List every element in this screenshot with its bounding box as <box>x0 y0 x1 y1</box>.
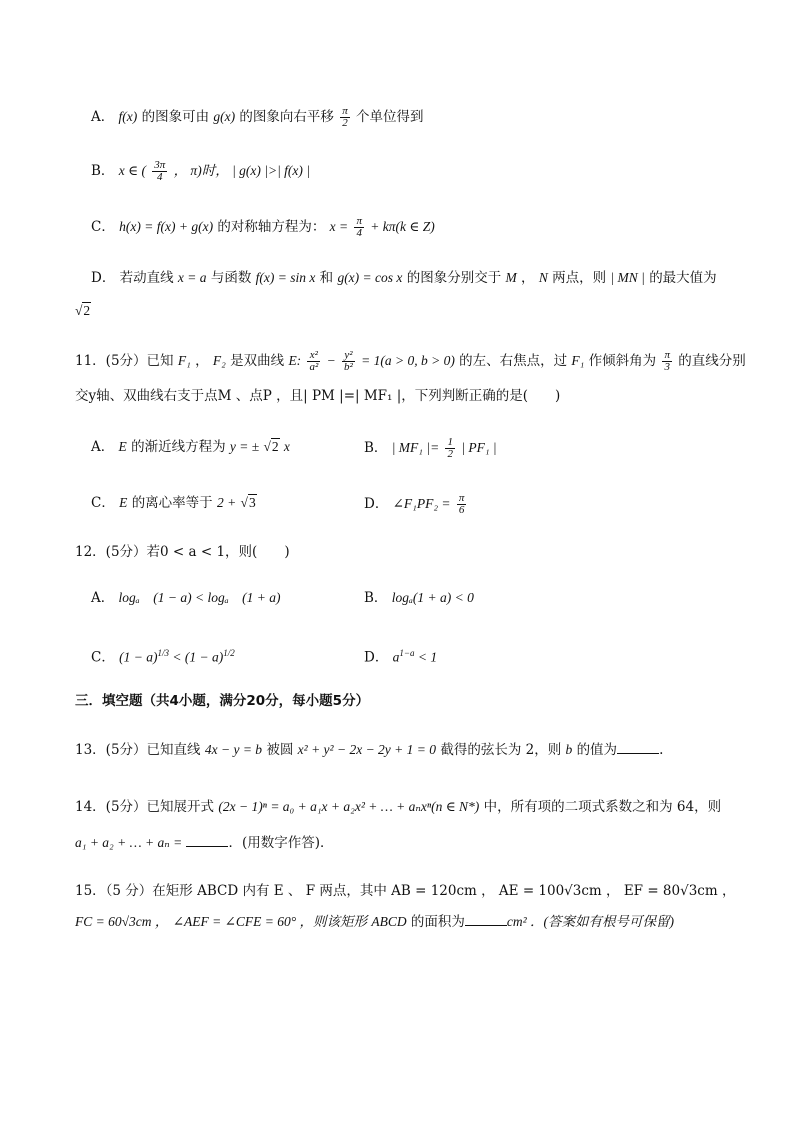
math-expr: | MF₁ |= <box>391 440 440 455</box>
q11-option-b <box>364 437 497 460</box>
math-expr: F₂ <box>212 353 226 368</box>
math-expr: x ∈ ( <box>118 163 146 178</box>
math-expr: b <box>565 742 573 757</box>
fraction <box>354 216 364 239</box>
math-expr: F₁ <box>571 353 585 368</box>
q11-option-a <box>91 437 290 457</box>
math-expr: < 1 <box>414 649 438 665</box>
text: 与函数 <box>210 270 252 286</box>
q12-option-d <box>364 643 437 668</box>
q12-option-a <box>91 588 281 608</box>
text: 的对称轴方程为： <box>217 219 326 235</box>
text: 两点，则 <box>552 270 607 286</box>
option-label: B． <box>364 590 388 606</box>
math-expr: cm² ．(答案如有根号可保留) <box>506 914 675 929</box>
heading-text: 三．填空题（共4小题，满分20分，每小题5分） <box>75 693 370 709</box>
math-expr: x = <box>329 219 349 234</box>
fraction-numerator: π <box>356 215 362 227</box>
math-expr: y = ± <box>229 439 260 454</box>
fraction-numerator: 3π <box>154 159 166 171</box>
fraction-numerator: π <box>664 349 670 361</box>
answer-blank[interactable] <box>186 834 228 847</box>
q11-option-c <box>91 493 257 513</box>
text: 的最大值为 <box>649 270 717 286</box>
text: 的离心率等于 <box>131 495 213 511</box>
option-label: A． <box>91 109 115 125</box>
math-expr: E <box>118 439 127 454</box>
q10-option-d <box>91 268 717 288</box>
math-expr: g(x) = cos x <box>337 270 403 285</box>
q10-option-c <box>91 216 435 239</box>
fraction <box>662 350 672 373</box>
option-label: C． <box>91 219 115 235</box>
math-expr: − <box>326 353 336 368</box>
option-label: C． <box>91 495 115 511</box>
text: 的面积为 <box>410 914 465 930</box>
fraction <box>342 350 355 373</box>
option-label: A． <box>91 590 115 606</box>
answer-blank[interactable] <box>617 741 659 754</box>
math-expr: 4x − y = b <box>204 742 263 757</box>
exponent: 1/3 <box>157 648 170 658</box>
sqrt-expr: √3 <box>240 495 256 510</box>
fraction-denominator: 6 <box>458 504 465 516</box>
text: 被圆 <box>266 742 294 758</box>
text: 交y轴、双曲线右支于点M 、点P ，且| PM |=| MF₁ |，下列判断正确的是( ) <box>75 388 561 404</box>
q11-option-d <box>364 493 468 516</box>
fraction-denominator: 2 <box>447 448 453 460</box>
fraction-numerator: x² <box>307 350 320 362</box>
q10-option-b <box>91 160 310 183</box>
text: 的图象向右平移 <box>239 109 334 125</box>
math-expr: FC = 60√3cm ， <box>75 914 169 929</box>
math-expr: ∠F₁PF₂ = <box>392 496 451 511</box>
text: 是双曲线 <box>230 353 285 369</box>
sqrt-expr: √2 <box>263 439 279 454</box>
text: 的值为 <box>576 742 618 758</box>
question-number: 11．(5分）已知 <box>75 353 174 369</box>
option-label: D． <box>364 649 389 666</box>
text: 的直线分别 <box>678 353 746 369</box>
q14-line2 <box>75 833 334 853</box>
math-expr: x² + y² − 2x − 2y + 1 = 0 <box>297 742 437 757</box>
math-expr: E: <box>288 353 302 368</box>
option-label: B． <box>364 440 388 456</box>
text: 若动直线 <box>119 270 174 286</box>
fraction <box>340 106 350 129</box>
radicand: 2 <box>83 303 91 318</box>
exponent: 1/2 <box>223 648 235 658</box>
text: ， <box>195 353 209 369</box>
fraction <box>152 160 167 183</box>
fraction-denominator: 4 <box>356 227 362 239</box>
math-expr: (1 − a) <box>119 649 158 665</box>
math-expr: g(x) <box>213 109 236 124</box>
math-expr: < (1 − a) <box>169 649 224 665</box>
text: 的左、右焦点，过 <box>459 353 568 369</box>
text: . <box>659 742 664 758</box>
option-label: C． <box>91 649 115 666</box>
q14-line1 <box>75 797 721 817</box>
q15-line1 <box>75 881 735 901</box>
option-label: D． <box>91 270 116 286</box>
text: 12．(5分）若0 < a < 1，则( ) <box>75 544 290 560</box>
question-number: 13．(5分）已知直线 <box>75 742 201 758</box>
math-expr: N <box>538 270 548 285</box>
math-expr: logₐ (1 − a) < logₐ (1 + a) <box>118 590 281 605</box>
fraction-numerator: y² <box>342 350 355 362</box>
math-expr: a₁ + a₂ + … + aₙ = <box>75 835 183 850</box>
math-expr: f(x) = sin x <box>255 270 316 285</box>
fraction-denominator: a² <box>309 361 319 373</box>
exponent: 1−a <box>399 648 415 658</box>
option-label: D． <box>364 496 389 512</box>
math-expr: F₁ <box>177 353 191 368</box>
text: 的图象可由 <box>141 109 210 125</box>
math-expr: | MN | <box>610 270 645 285</box>
math-expr: a <box>392 649 400 665</box>
text: 个单位得到 <box>356 109 424 125</box>
text: ， <box>521 270 535 286</box>
question-number: 14．(5分）已知展开式 <box>75 799 215 815</box>
math-expr: ， π)时， | g(x) |>| f(x) | <box>173 163 310 178</box>
math-expr: f(x) <box>118 109 138 124</box>
fraction-numerator: π <box>342 105 348 117</box>
option-label: B． <box>91 163 115 179</box>
fraction-numerator: 1 <box>447 436 453 448</box>
fraction <box>307 350 320 373</box>
radicand: 3 <box>248 495 256 510</box>
q15-line2 <box>75 912 674 932</box>
math-expr: h(x) = f(x) + g(x) <box>119 219 214 234</box>
fraction-denominator: 4 <box>157 171 163 183</box>
sqrt-symbol: √ <box>75 303 83 318</box>
math-expr: = 1(a > 0, b > 0) <box>361 353 455 368</box>
text: 和 <box>319 270 334 286</box>
fraction-denominator: 2 <box>342 117 348 129</box>
text: 截得的弦长为 2，则 <box>440 742 562 758</box>
math-expr: ∠AEF = ∠CFE = 60° ，则该矩形 <box>172 914 368 929</box>
text: 的渐近线方程为 <box>131 439 226 455</box>
math-expr: x <box>283 439 290 454</box>
math-expr: M <box>505 270 517 285</box>
text: 15．（5 分）在矩形 ABCD 内有 E 、 F 两点，其中 AB = 120cm ， AE = 100√3cm ， EF = 80√3cm ， <box>75 883 736 899</box>
text: 作倾斜角为 <box>588 353 657 369</box>
text: 中，所有项的二项式系数之和为 64，则 <box>483 799 722 815</box>
text: 的图象分别交于 <box>406 270 502 286</box>
fraction-numerator: π <box>458 492 465 504</box>
fraction-denominator: 3 <box>664 361 670 373</box>
answer-blank[interactable] <box>465 913 507 926</box>
math-expr: (2x − 1)ⁿ = a₀ + a₁x + a₂x² + … + aₙxⁿ(n ∈ N*) <box>218 799 480 814</box>
sqrt-expr <box>75 302 91 318</box>
math-expr: ABCD <box>371 914 407 929</box>
radicand: 2 <box>271 439 279 454</box>
q13 <box>75 740 663 760</box>
fraction-denominator: b² <box>344 361 353 373</box>
fraction <box>445 437 455 460</box>
q12-stem <box>75 542 290 562</box>
q11-stem-line1 <box>75 350 746 373</box>
math-expr: + kπ(k ∈ Z) <box>370 219 435 234</box>
math-expr: 2 + <box>216 495 237 510</box>
math-expr: | PF₁ | <box>461 440 497 455</box>
math-expr: E <box>119 495 128 510</box>
math-expr: logₐ(1 + a) < 0 <box>391 590 474 605</box>
q12-option-c <box>91 643 235 668</box>
q10-option-a <box>91 106 424 129</box>
fraction <box>457 493 467 516</box>
section-heading <box>75 691 369 711</box>
text: ．(用数字作答)． <box>228 835 334 851</box>
option-label: A． <box>91 439 115 455</box>
math-expr: x = a <box>177 270 207 285</box>
q11-stem-line2 <box>75 386 560 406</box>
q10-option-d-cont <box>75 301 91 321</box>
q12-option-b <box>364 588 474 608</box>
